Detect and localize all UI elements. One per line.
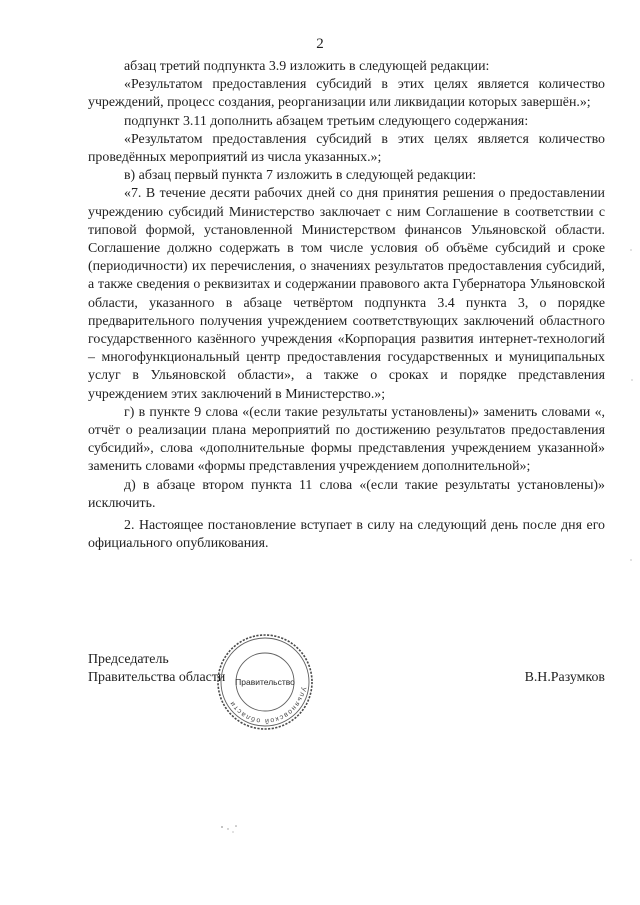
- paragraph-7: г) в пункте 9 слова «(если такие результаты установлены)» заменить словами «, отчёт о реализации плана мероприятий по достижению результатов предоставления субсидий», слова «дополнительные формы представления учреждением указанной» заменить словами «формы представления учреждением дополнительной»;: [88, 404, 605, 475]
- document-body: [88, 58, 605, 553]
- seal-center-text: Правительство: [235, 677, 295, 687]
- paragraph-5: в) абзац первый пункта 7 изложить в следующей редакции:: [124, 168, 477, 184]
- paragraph-3: подпункт 3.11 дополнить абзацем третьим следующего содержания:: [124, 113, 529, 129]
- signature-block: [88, 651, 605, 687]
- page-number: 2: [316, 36, 324, 52]
- signatory-position-line1: Председатель: [88, 652, 169, 667]
- paragraph-9: 2. Настоящее постановление вступает в силу на следующий день после дня его официального опубликования.: [88, 518, 605, 552]
- signatory-position-line2: Правительства области: [88, 670, 226, 686]
- paragraph-4: «Результатом предоставления субсидий в этих целях является количество проведённых мероприятий из числа указанных.»;: [88, 131, 605, 166]
- official-seal-stamp: [215, 632, 315, 732]
- seal-ring-text: Ульяновской области: [228, 686, 307, 725]
- signatory-name: В.Н.Разумков: [524, 670, 605, 685]
- paragraph-6: «7. В течение десяти рабочих дней со дня принятия решения о предоставлении учреждению субсидий Министерство заключает с ним Соглашение в соответствии с типовой формой, установленной Министерством финансов Ульяновской области. Соглашение должно содержать в том числе условия об объёме субсидий и сроке (периодичности) их перечисления, о значениях результатов предоставления субсидий, а также сведения о реквизитах и содержании правового акта Губернатора Ульяновской области, указанного в абзаце четвёртом подпункта 3.4 пункта 3, о порядке предварительного получения учреждением соответствующих заключений областного государственного казённого учреждения «Корпорация развития интернет-технологий – многофункциональный центр предоставления государственных и муниципальных услуг в Ульяновской области», а также о сроках и порядке представления учреждением этих заключений в Министерство.»;: [88, 186, 605, 402]
- paragraph-2: «Результатом предоставления субсидий в этих целях является количество учреждений, процесс создания, реорганизации или ликвидации которых завершён.»;: [88, 77, 605, 111]
- svg-text:Ульяновской области: [229, 686, 307, 725]
- paragraph-8: д) в абзаце втором пункта 11 слова «(если такие результаты установлены)» исключить.: [88, 477, 605, 511]
- paragraph-1: абзац третий подпункта 3.9 изложить в следующей редакции:: [124, 59, 490, 74]
